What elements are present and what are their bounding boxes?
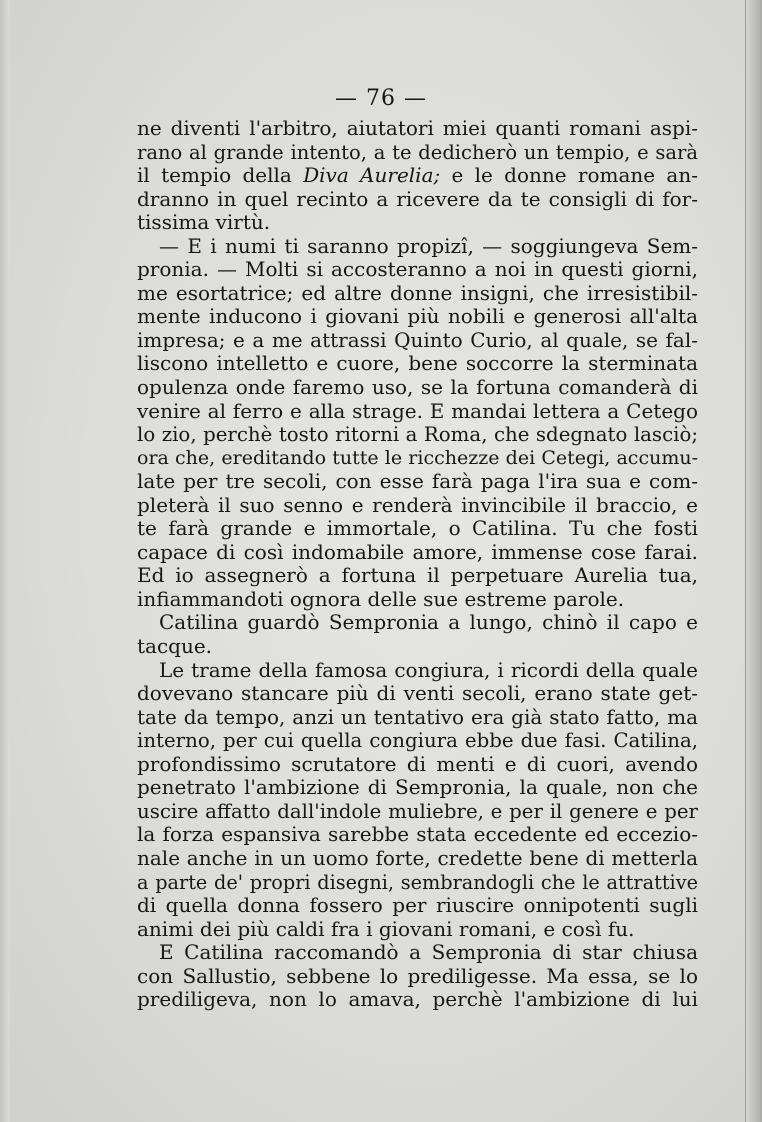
text-line-with-italic	[137, 164, 698, 188]
text-line: interno, per cui quella congiura ebbe due fasi. Catilina,	[137, 729, 698, 753]
text-line: tacque.	[137, 634, 213, 659]
text-line: animi dei più caldi fra i giovani romani, e così fu.	[137, 916, 635, 941]
text-line: me esortatrice; ed altre donne insigni, che irresistibil-	[137, 280, 698, 305]
text-line: profondissimo scrutatore di menti e di cuori, avendo	[137, 751, 698, 776]
text-line: te farà grande e immortale, o Catilina. Tu che fosti	[137, 516, 698, 541]
text-line: opulenza onde faremo uso, se la fortuna comanderà di	[137, 375, 698, 400]
text-line: Le trame della famosa congiura, i ricordi della quale	[159, 657, 698, 682]
text-line: E Catilina raccomandò a Sempronia di star chiusa	[159, 940, 698, 965]
text-line: nale anche in un uomo forte, credette bene di metterla	[137, 845, 698, 870]
text-line: — E i numi ti saranno propizî, — soggiungeva Sem-	[159, 233, 698, 258]
text-line: pronia. — Molti si accosteranno a noi in questi giorni,	[137, 257, 698, 282]
text-line: Catilina guardò Sempronia a lungo, chinò il capo e	[159, 610, 698, 635]
text-line: la forza espansiva sarebbe stata eccedente ed eccezio-	[137, 822, 698, 847]
text-line: dovevano stancare più di venti secoli, erano state get-	[137, 681, 698, 706]
text-line: ora che, ereditando tutte le ricchezze dei Cetegi, accumu-	[137, 446, 698, 469]
text-line: venire al ferro e alla strage. E mandai lettera a Cetego	[137, 398, 698, 423]
page-number: — 76 —	[335, 86, 427, 111]
text-line: tissima virtù.	[137, 210, 271, 235]
text-line: Ed io assegnerò a fortuna il perpetuare Aurelia tua,	[137, 563, 698, 588]
text-line: uscire affatto dall'indole muliebre, e per il genere e per	[137, 799, 698, 823]
body-text	[137, 117, 698, 1012]
text-line: dranno in quel recinto a ricevere da te consigli di for-	[137, 186, 698, 211]
text-line: ne diventi l'arbitro, aiutatori miei quanti romani aspi-	[137, 116, 698, 140]
text-line: prediligeva, non lo amava, perchè l'ambizione di lui	[137, 987, 698, 1012]
text-line: di quella donna fossero per riuscire onnipotenti sugli	[137, 893, 698, 918]
italic-title: Diva Aurelia;	[303, 163, 441, 188]
text-line: tate da tempo, anzi un tentativo era già stato fatto, ma	[137, 704, 698, 729]
text-line: a parte de' propri disegni, sembrandogli che le attrattive	[137, 870, 698, 894]
text-line: lo zio, perchè tosto ritorni a Roma, che sdegnato lasciò;	[137, 423, 698, 447]
text-line: capace di così indomabile amore, immense cose farai.	[137, 539, 698, 564]
page-right-edge	[745, 0, 762, 1122]
text-line: liscono intelletto e cuore, bene soccorre la sterminata	[137, 351, 698, 376]
text-segment: il tempio della	[137, 163, 304, 188]
text-segment: e le donne romane an-	[440, 163, 698, 188]
text-line: late per tre secoli, con esse farà paga l'ira sua e com-	[137, 469, 698, 494]
text-line: pleterà il suo senno e renderà invincibile il braccio, e	[137, 492, 698, 517]
text-line: penetrato l'ambizione di Sempronia, la quale, non che	[137, 775, 698, 800]
page-left-edge	[0, 0, 10, 1122]
text-line: rano al grande intento, a te dedicherò un tempio, e sarà	[137, 140, 698, 164]
text-line: impresa; e a me attrassi Quinto Curio, al quale, se fal-	[137, 327, 698, 352]
text-line: infiammandoti ognora delle sue estreme parole.	[137, 586, 625, 611]
text-line: mente inducono i giovani più nobili e generosi all'alta	[137, 304, 698, 329]
text-line: con Sallustio, sebbene lo prediligesse. Ma essa, se lo	[137, 963, 698, 988]
